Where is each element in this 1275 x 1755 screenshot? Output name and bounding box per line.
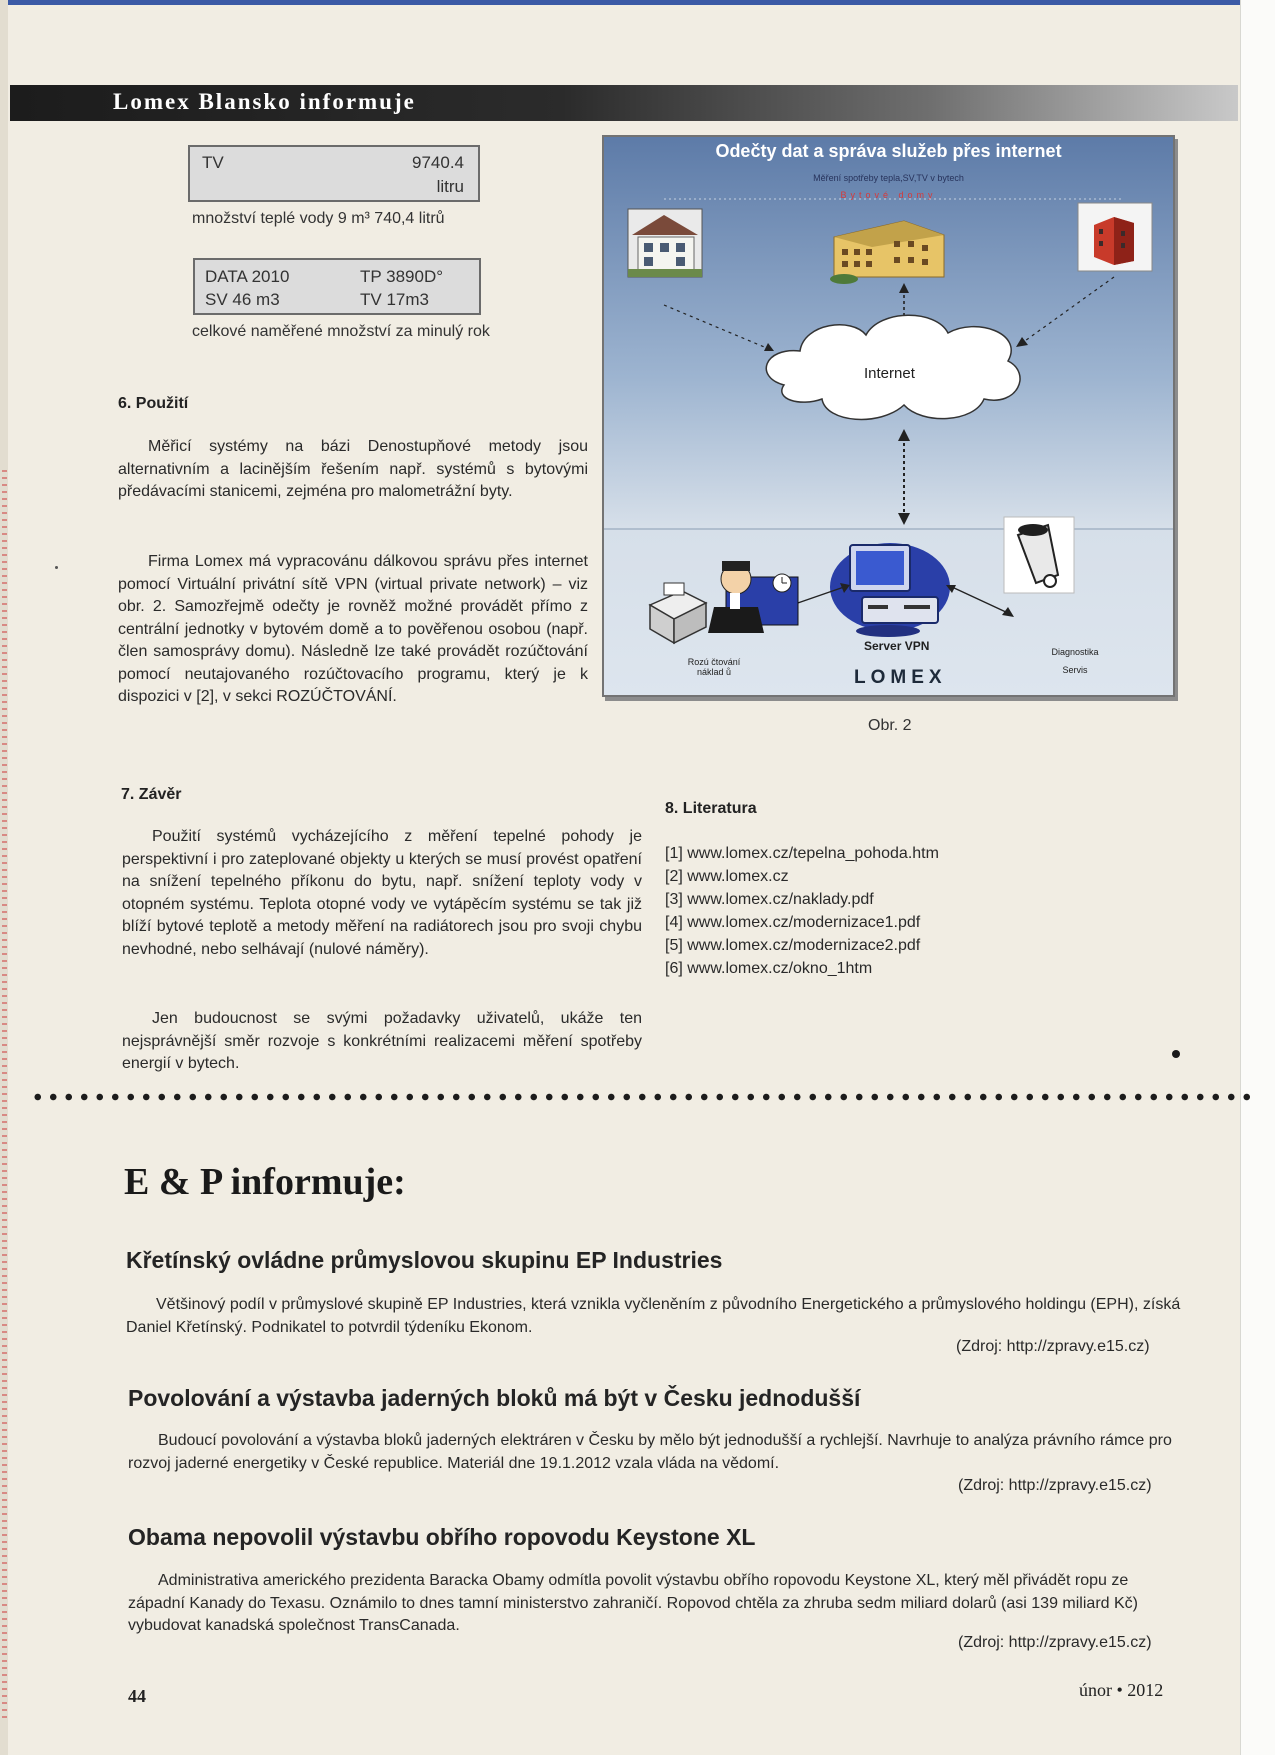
apartment-building-icon [830,221,944,284]
display-caption: množství teplé vody 9 m³ 740,4 litrů [192,210,445,227]
paragraph: Jen budoucnost se svými požadavky uživatelů, ukáže ten nejsprávnější směr rozvoje s konkrétními realizacemi měření spotřeby energií v bytech. [122,1010,642,1072]
accountant-icon [708,561,798,633]
section-heading: 8. Literatura [665,800,757,817]
section-heading: 7. Závěr [121,786,182,803]
news-section-title: E & P informuje: [124,1161,406,1203]
figure-subtitle-2: Bytové domy [840,190,937,200]
figure-caption: Obr. 2 [868,717,912,734]
news-heading: Obama nepovolil výstavbu obřího ropovodu Keystone XL [128,1524,756,1550]
display-line: SV 46 m3 [205,290,280,309]
literature-item: [2] www.lomex.cz [665,868,789,885]
page-number: 44 [128,1686,146,1706]
figure-title: Odečty dat a správa služeb přes internet [715,141,1062,161]
literature-item: [5] www.lomex.cz/modernizace2.pdf [665,937,921,954]
page-right-margin [1240,0,1275,1755]
paragraph: Firma Lomex má vypracovánu dálkovou správu přes internet pomocí Virtuální privátní sítě VPN (virtual private network) – viz obr. 2. Samozřejmě odečty je rovněž možné provádět přímo z centrální jednotky v bytovém domě a to pověřenou osobou (např. člen samosprávy domu). Následně lze také provádět rozúčtování pomocí neutajovaného rozúčtovacího programu, který je k dispozici v [2], v sekci ROZÚČTOVÁNÍ. [118,553,588,705]
page-top-strip [0,0,1240,5]
stray-mark [55,566,58,569]
news-body: Většinový podíl v průmyslové skupině EP Industries, která vznikla vyčleněním z původního Energetického a průmyslového holdingu (EPH), získá Daniel Křetínský. Podnikatel to potvrdil týdeníku Ekonom. [126,1296,1181,1336]
display-unit: litru [436,177,464,196]
telescope-icon [1004,517,1074,593]
server-computer-icon [830,543,950,637]
figure-vpn-diagram [602,135,1175,697]
issue-date: únor • 2012 [1079,1680,1164,1700]
diagnostics-label-line2: Servis [1062,665,1088,675]
figure-drawing [604,137,1175,697]
news-source: (Zdroj: http://zpravy.e15.cz) [958,1634,1152,1651]
news-source: (Zdroj: http://zpravy.e15.cz) [956,1338,1150,1355]
accounting-label-line2: náklad ů [696,667,732,677]
server-label: Server VPN [864,639,930,653]
diagnostics-label-line1: Diagnostika [1051,647,1099,657]
meter-display-data [193,258,481,315]
diagnostics-label [1030,647,1120,675]
accounting-label [674,657,754,677]
house-icon [628,209,702,277]
paragraph: Měřicí systémy na bázi Denostupňové metody jsou alternativním a lacinějším řešením např. systémů s bytovými předávacími stanicemi, zejména pro malometrážní byty. [118,438,588,500]
display-line: TP 3890D° [360,267,444,286]
red-building-icon [1078,203,1152,271]
page-edge-marks [2,470,7,1720]
internet-label: Internet [864,365,915,382]
display-label: TV [202,153,224,172]
news-source: (Zdroj: http://zpravy.e15.cz) [958,1477,1152,1494]
figure-brand: LOMEX [854,667,947,688]
printer-icon [650,583,706,643]
news-heading: Křetínský ovládne průmyslovou skupinu EP Industries [126,1247,723,1273]
news-body: Administrativa amerického prezidenta Baracka Obamy odmítla povolit výstavbu obřího ropovodu Keystone XL, který měl přivádět ropu ze západní Kanady do Texasu. Oznámilo to dnes tamní ministerstvo zahraničí. Ropovod chtěla za zhruba sedm miliard dolarů (asi 139 miliard Kč) vybudovat kanadská společnost TransCanada. [128,1572,1138,1634]
display-value: 9740.4 [412,153,464,172]
section-header-title: Lomex Blansko informuje [113,89,416,114]
display-caption: celkové naměřené množství za minulý rok [192,323,490,340]
literature-item: [6] www.lomex.cz/okno_1htm [665,960,873,977]
literature-item: [4] www.lomex.cz/modernizace1.pdf [665,914,921,931]
dotted-divider [30,1092,1250,1102]
section-header-bar [10,85,1238,121]
news-body: Budoucí povolování a výstavba bloků jaderných elektráren v Česku by mělo být jednodušší a rychlejší. Navrhuje to analýza právního rámce pro rozvoj jaderné energetiky v České republice. Materiál dne 19.1.2012 vzala vláda na vědomí. [128,1432,1172,1472]
figure-subtitle: Měření spotřeby tepla,SV,TV v bytech [813,173,964,183]
literature-item: [3] www.lomex.cz/naklady.pdf [665,891,874,908]
meter-display-tv [188,145,480,202]
section-heading: 6. Použití [118,395,189,412]
literature-item: [1] www.lomex.cz/tepelna_pohoda.htm [665,845,939,862]
display-line: TV 17m3 [360,290,429,309]
news-heading: Povolování a výstavba jaderných bloků má být v Česku jednodušší [128,1385,861,1411]
stray-mark [1172,1050,1180,1058]
display-line: DATA 2010 [205,267,290,286]
paragraph: Použití systémů vycházejícího z měření tepelné pohody je perspektivní i pro zateplované objekty u kterých se musí provést opatření na snížení tepelného příkonu do bytu, např. snížení teploty vody v otopném systému. Teplota otopné vody ve vytápěcím systému se tak již blíží bytové teplotě a metody měření na radiátorech jsou pro svoji chybu nevhodné, nebo selhávají (nulové náměry). [122,828,642,958]
accounting-label-line1: Rozú čtování [687,657,741,667]
